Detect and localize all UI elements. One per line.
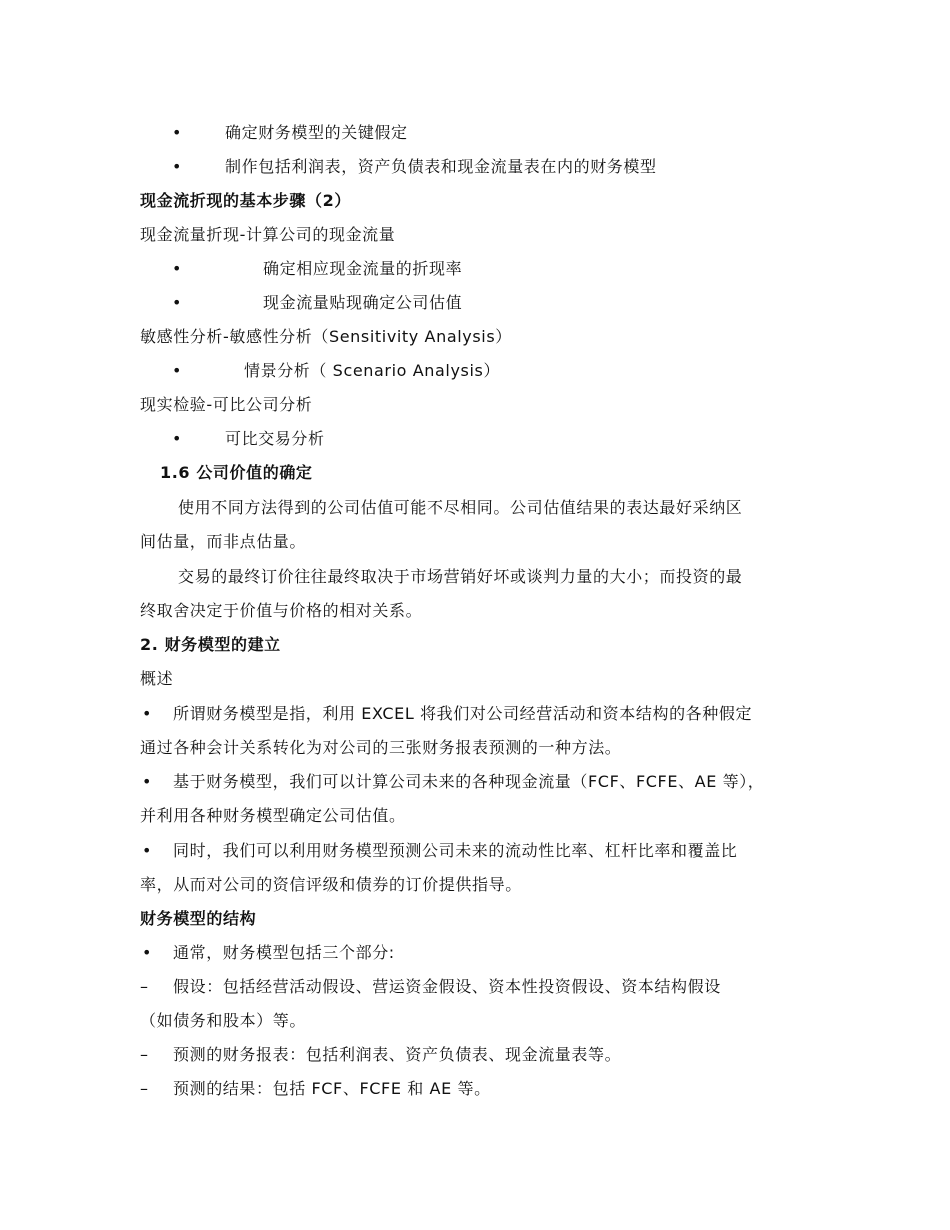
heading-model-structure: 财务模型的结构 [140, 909, 257, 928]
paragraph-pricing-l2: 终取舍决定于价值与价格的相对关系。 [140, 601, 423, 620]
heading-dcf-steps: 现金流折现的基本步骤（2） [140, 191, 351, 210]
bullet-marker: • [142, 772, 152, 791]
bullet-marker: • [172, 123, 182, 142]
paragraph-model-definition-l2: 通过各种会计关系转化为对公司的三张财务报表预测的一种方法。 [140, 738, 622, 757]
bullet-marker: • [172, 157, 182, 176]
bullet-build-model: 制作包括利润表，资产负债表和现金流量表在内的财务模型 [225, 157, 657, 176]
text-sensitivity: 敏感性分析-敏感性分析（Sensitivity Analysis） [140, 327, 512, 346]
item-forecast-results: 预测的结果：包括 FCF、FCFE 和 AE 等。 [173, 1079, 491, 1098]
bullet-marker: • [142, 841, 152, 860]
paragraph-ratios-l1: 同时，我们可以利用财务模型预测公司未来的流动性比率、杠杆比率和覆盖比 [173, 841, 738, 860]
heading-section-1-6: 1.6 公司价值的确定 [160, 463, 313, 482]
dash-marker: – [140, 1045, 148, 1064]
paragraph-model-definition-l1: 所谓财务模型是指，利用 EXCEL 将我们对公司经营活动和资本结构的各种假定 [173, 704, 753, 723]
bullet-scenario: 情景分析（ Scenario Analysis） [244, 361, 501, 380]
item-assumptions-l2: （如债务和股本）等。 [140, 1011, 307, 1030]
bullet-marker: • [142, 943, 152, 962]
text-dcf-cashflow: 现金流量折现-计算公司的现金流量 [140, 225, 396, 244]
bullet-key-assumptions: 确定财务模型的关键假定 [225, 123, 408, 142]
bullet-marker: • [172, 259, 182, 278]
paragraph-valuation-range-l1: 使用不同方法得到的公司估值可能不尽相同。公司估值结果的表达最好采纳区 [178, 498, 743, 517]
bullet-marker: • [172, 429, 182, 448]
paragraph-cashflows-l1: 基于财务模型，我们可以计算公司未来的各种现金流量（FCF、FCFE、AE 等）， [173, 772, 765, 791]
paragraph-three-parts: 通常，财务模型包括三个部分: [173, 943, 395, 962]
heading-section-2: 2. 财务模型的建立 [140, 635, 281, 654]
bullet-marker: • [142, 704, 152, 723]
bullet-marker: • [172, 293, 182, 312]
item-forecast-statements: 预测的财务报表：包括利润表、资产负债表、现金流量表等。 [173, 1045, 622, 1064]
paragraph-pricing-l1: 交易的最终订价往往最终取决于市场营销好坏或谈判力量的大小；而投资的最 [178, 567, 743, 586]
paragraph-valuation-range-l2: 间估量，而非点估量。 [140, 532, 307, 551]
paragraph-cashflows-l2: 并利用各种财务模型确定公司估值。 [140, 806, 406, 825]
paragraph-ratios-l2: 率，从而对公司的资信评级和债券的订价提供指导。 [140, 875, 522, 894]
bullet-marker: • [172, 361, 182, 380]
item-assumptions-l1: 假设：包括经营活动假设、营运资金假设、资本性投资假设、资本结构假设 [173, 977, 721, 996]
text-reality-check: 现实检验-可比公司分析 [140, 395, 313, 414]
bullet-discount-rate: 确定相应现金流量的折现率 [263, 259, 463, 278]
bullet-comparable: 可比交易分析 [225, 429, 325, 448]
dash-marker: – [140, 1079, 148, 1098]
bullet-valuation: 现金流量贴现确定公司估值 [263, 293, 463, 312]
dash-marker: – [140, 977, 148, 996]
text-overview: 概述 [140, 669, 174, 688]
